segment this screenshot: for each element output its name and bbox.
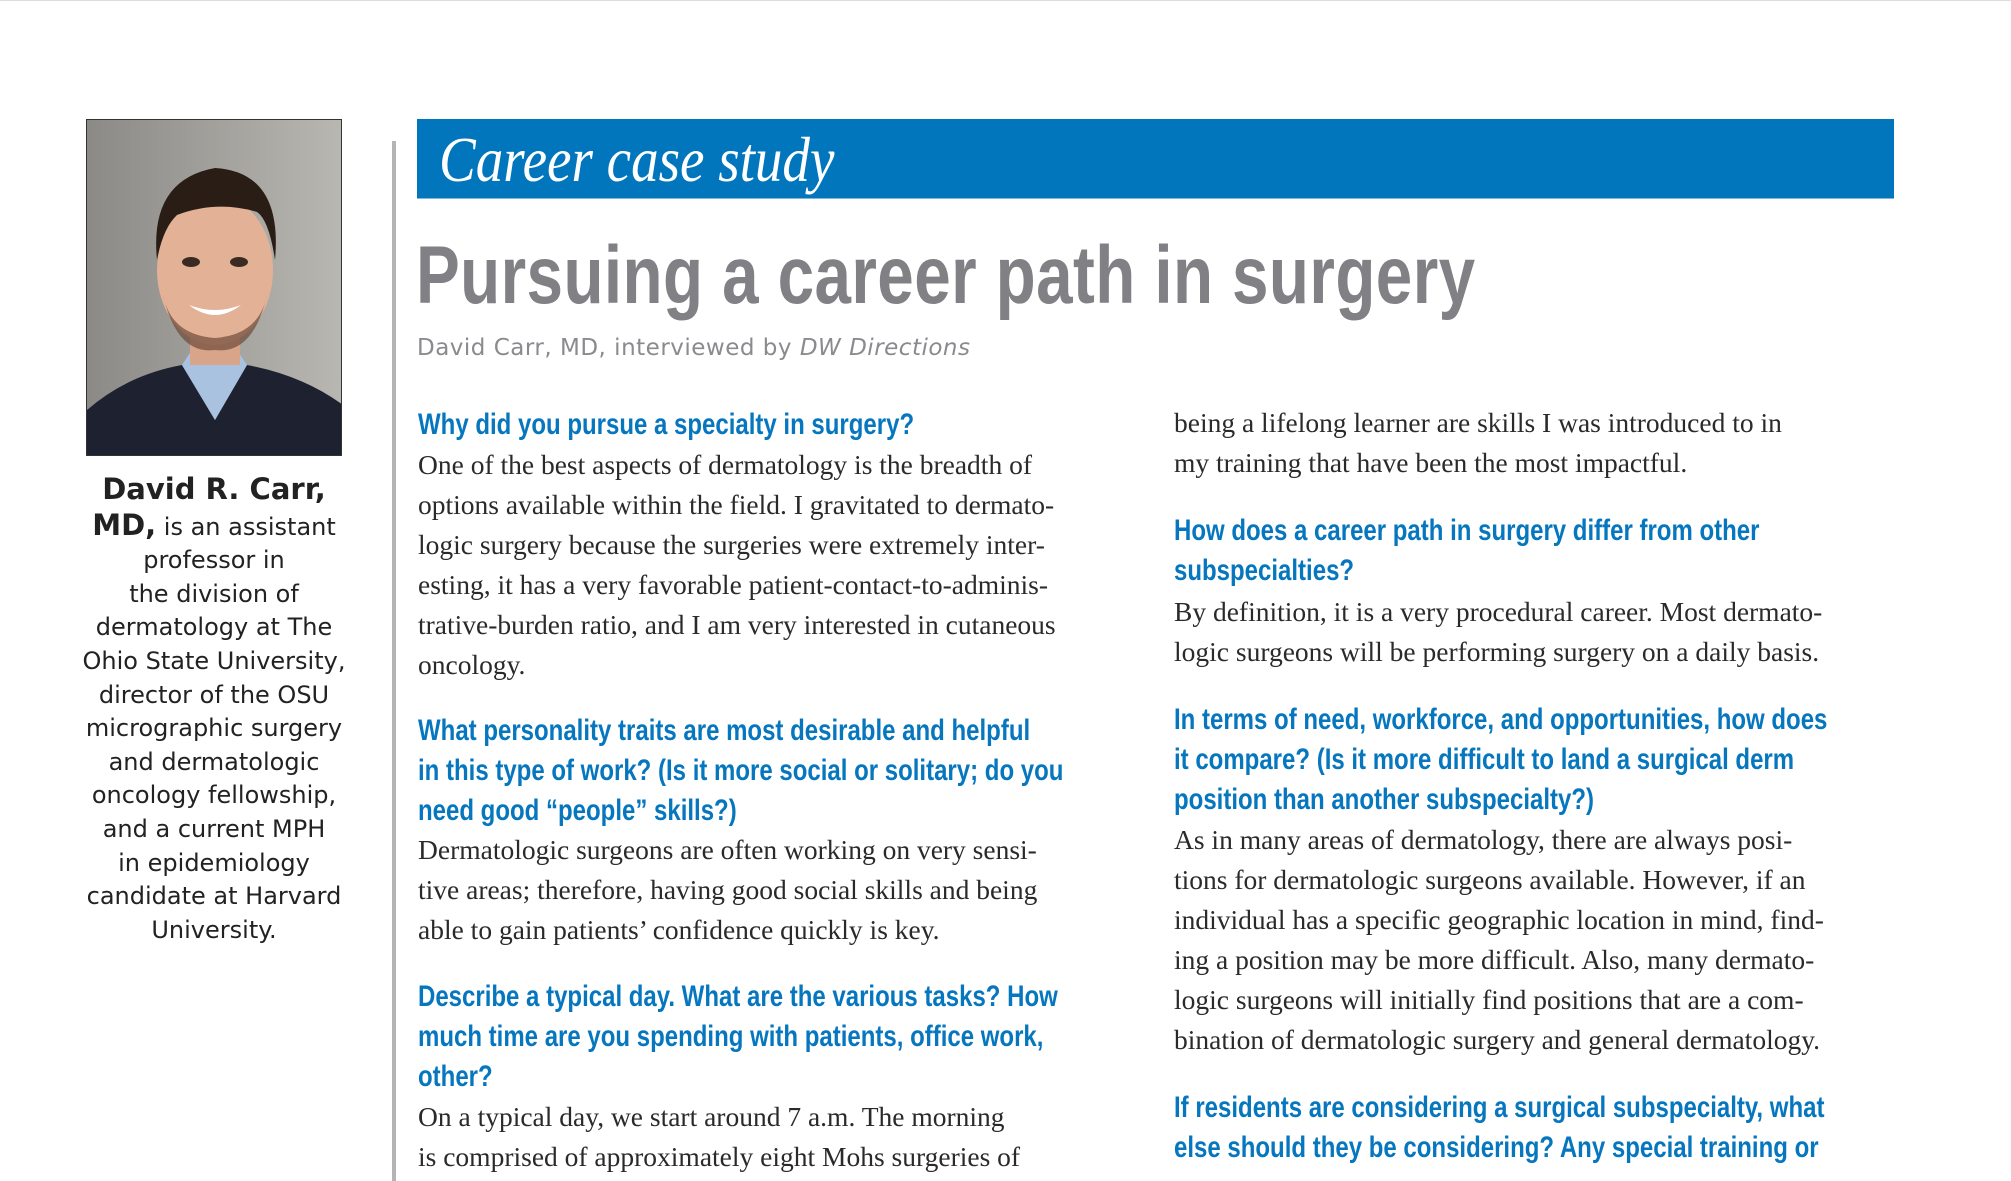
text-line: is comprised of approximately eight Mohs surgeries of [418, 1141, 1021, 1172]
question-heading [1174, 1088, 1987, 1168]
text-line: bination of dermatologic surgery and general dermatology. [1174, 1024, 1821, 1055]
text-line: By definition, it is a very procedural career. Most dermato- [1174, 596, 1823, 627]
author-bio [64, 473, 364, 947]
text-line: able to gain patients’ confidence quickly is key. [418, 914, 940, 945]
sidebar-divider [392, 141, 396, 1181]
text-line: Dermatologic surgeons are often working on very sensi- [418, 834, 1037, 865]
heading-line: How does a career path in surgery differ from other [1174, 514, 1760, 547]
heading-line: else should they be considering? Any special training or [1174, 1131, 1819, 1164]
bio-line: and dermatologic [108, 747, 320, 776]
text-line: my training that have been the most impactful. [1174, 447, 1688, 478]
author-credential: MD, [92, 507, 157, 542]
text-line: As in many areas of dermatology, there are always posi- [1174, 824, 1793, 855]
bio-line: Ohio State University, [82, 646, 346, 675]
bio-line: in epidemiology [118, 848, 310, 877]
text-line: ing a position may be more difficult. Also, many dermato- [1174, 944, 1815, 975]
bio-line: oncology fellowship, [91, 781, 337, 810]
heading-line: in this type of work? (Is it more social or solitary; do you [418, 754, 1064, 787]
text-line: options available within the field. I gravitated to dermato- [418, 489, 1055, 520]
heading-line: need good “people” skills?) [418, 794, 737, 827]
bio-line: micrographic surgery [85, 714, 343, 743]
heading-line: position than another subspecialty?) [1174, 783, 1595, 816]
bio-line: director of the OSU [98, 680, 330, 709]
heading-line: Why did you pursue a specialty in surgery? [418, 408, 915, 441]
author-name: David R. Carr, [102, 472, 326, 506]
bio-text: is an assistant [156, 512, 336, 541]
byline: David Carr, MD, interviewed by DW Directions [417, 335, 971, 361]
text-line: logic surgery because the surgeries were extremely inter- [418, 529, 1045, 560]
text-line: One of the best aspects of dermatology is the breadth of [418, 449, 1032, 480]
section-banner [417, 119, 1894, 199]
text-line: On a typical day, we start around 7 a.m. The morning [418, 1101, 1005, 1132]
text-line: individual has a specific geographic location in mind, find- [1174, 904, 1824, 935]
question-heading [418, 977, 1218, 1097]
question-heading [1174, 700, 1991, 820]
bio-line: the division of [129, 579, 299, 608]
text-line: being a lifelong learner are skills I was introduced to in [1174, 407, 1782, 438]
text-line: esting, it has a very favorable patient-contact-to-adminis- [418, 569, 1048, 600]
heading-line: If residents are considering a surgical subspecialty, what [1174, 1091, 1825, 1124]
text-line: tive areas; therefore, having good social skills and being [418, 874, 1038, 905]
heading-line: Describe a typical day. What are the various tasks? How [418, 980, 1058, 1013]
heading-line: it compare? (Is it more difficult to land a surgical derm [1174, 743, 1795, 776]
answer-paragraph [1174, 820, 1824, 1060]
answer-paragraph [418, 445, 1056, 685]
banner-label: Career case study [439, 124, 835, 195]
heading-line: much time are you spending with patients, office work, [418, 1020, 1044, 1053]
answer-paragraph [1174, 592, 1822, 672]
text-line: tions for dermatologic surgeons available. However, if an [1174, 864, 1806, 895]
article-title: Pursuing a career path in surgery [416, 230, 1476, 321]
text-line: logic surgeons will initially find positions that are a com- [1174, 984, 1804, 1015]
text-line: logic surgeons will be performing surgery on a daily basis. [1174, 636, 1820, 667]
author-photo [86, 119, 342, 456]
heading-line: What personality traits are most desirable and helpful [418, 714, 1031, 747]
text-line: trative-burden ratio, and I am very interested in cutaneous [418, 609, 1056, 640]
heading-line: other? [418, 1060, 493, 1093]
bio-line: professor in [143, 546, 285, 575]
answer-paragraph [418, 1097, 1020, 1177]
heading-line: In terms of need, workforce, and opportunities, how does [1174, 703, 1828, 736]
question-heading [1174, 511, 1906, 591]
bio-line: University. [151, 915, 277, 944]
answer-paragraph [1174, 403, 1782, 483]
bio-line: dermatology at The [95, 613, 333, 642]
text-line: oncology. [418, 649, 526, 680]
publication-name: DW Directions [799, 335, 971, 361]
question-heading [418, 405, 1038, 445]
heading-line: subspecialties? [1174, 554, 1355, 587]
answer-paragraph [418, 830, 1037, 950]
question-heading [418, 711, 1225, 831]
bio-line: and a current MPH [102, 814, 326, 843]
bio-line: candidate at Harvard [86, 882, 342, 911]
